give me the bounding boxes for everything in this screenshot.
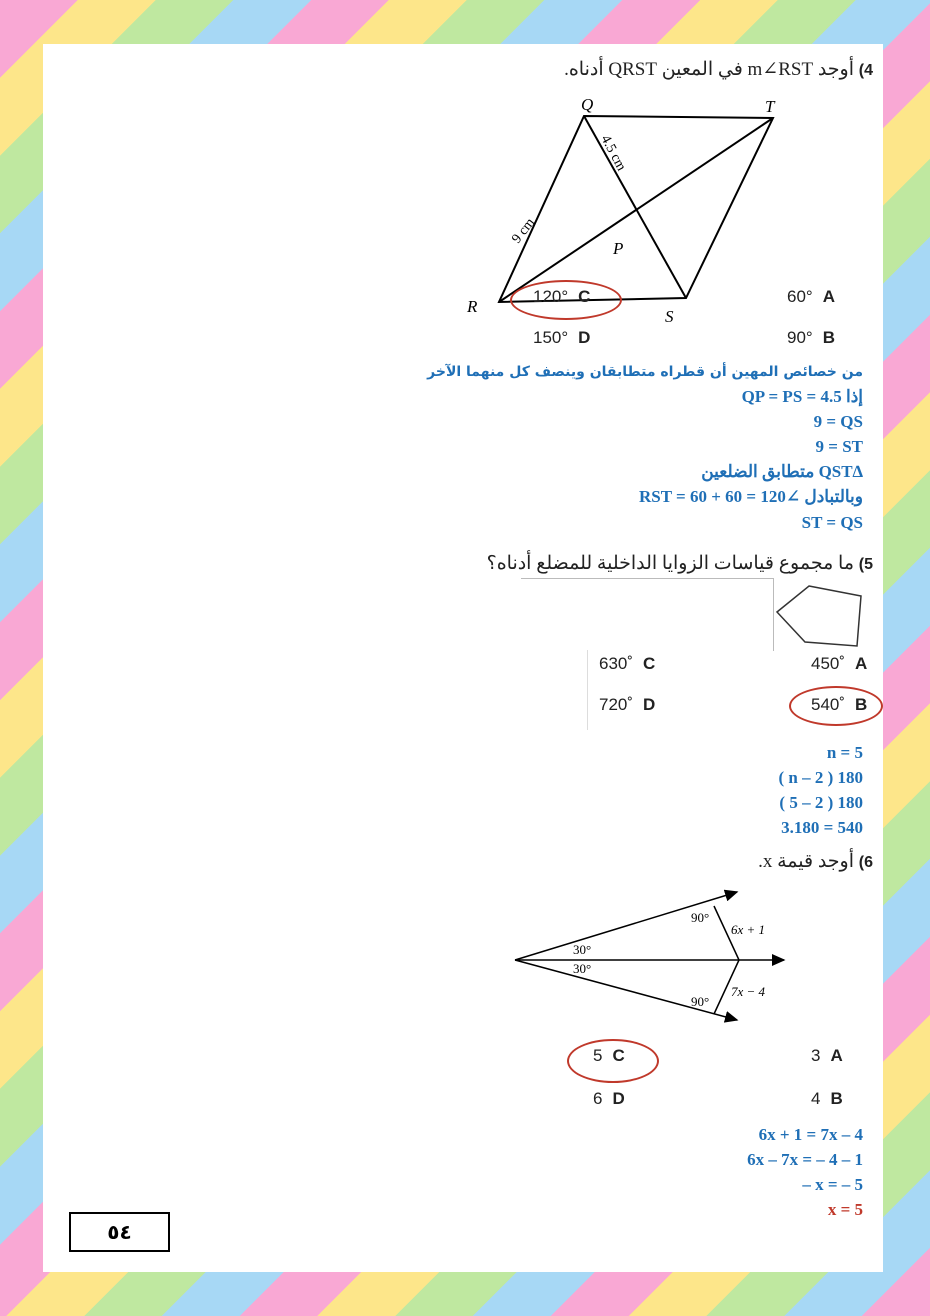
q5-option-a[interactable]: 450˚ A [811, 654, 868, 673]
answer-circle [567, 1039, 659, 1083]
expr-6x-plus-1: 6x + 1 [731, 922, 766, 937]
q4-solution: من خصائص المهين أن قطراه متطابقان وينصف كل منهما الآخر إذا 4.5 = QP = PS 9 = QS 9 = ST ∆QST متطابق الضلعين وبالتبادل ∠RST = 60 + 60 = 120 ST = QS [427, 364, 863, 532]
q6-option-c[interactable]: 5 C [593, 1046, 625, 1065]
q5-prompt: 5) ما مجموع قياسات الزوايا الداخلية للمضلع أدناه؟ [486, 553, 873, 574]
q5-figure-box [521, 578, 774, 651]
q5-option-d[interactable]: 720˚ D [599, 695, 656, 714]
q6-option-b[interactable]: 4 B [811, 1089, 843, 1108]
angle-label-90-bottom: 90° [691, 994, 710, 1009]
label-r: R [467, 297, 478, 316]
q6-option-d[interactable]: 6 D [593, 1089, 625, 1108]
q6-prompt: 6) أوجد قيمة x. [758, 851, 873, 872]
label-side: 9 cm [509, 215, 539, 247]
q6-answer: x = 5 [827, 1200, 863, 1219]
pentagon-figure [773, 582, 873, 654]
label-q: Q [581, 95, 594, 114]
angle-label-30-top: 30° [573, 942, 592, 957]
q5-solution: n = 5 ( n – 2 ) 180 ( 5 – 2 ) 180 3.180 = 540 [778, 743, 863, 837]
q5-option-b[interactable]: 540˚ B [811, 695, 868, 714]
label-p: P [613, 239, 624, 258]
label-diagonal: 4.5 cm [597, 132, 629, 174]
label-s: S [665, 307, 674, 326]
page-number: ٥٤ [69, 1212, 170, 1252]
q5-option-c[interactable]: 630˚ C [599, 654, 656, 673]
q4-option-b[interactable]: 90° B [787, 328, 835, 347]
q6-solution: 6x + 1 = 7x – 4 6x – 7x = – 4 – 1 – x = – 5 x = 5 [747, 1122, 863, 1222]
expr-7x-minus-4: 7x − 4 [731, 984, 766, 999]
q4-option-d[interactable]: 150° D [533, 328, 591, 347]
worksheet-page [43, 44, 883, 1272]
q6-option-a[interactable]: 3 A [811, 1046, 843, 1065]
q4-option-c[interactable]: 120° C [533, 287, 591, 306]
angle-label-30-bottom: 30° [573, 961, 592, 976]
q4-option-a[interactable]: 60° A [787, 287, 835, 306]
angle-figure [509, 884, 799, 1034]
answer-circle [510, 280, 622, 320]
q4-prompt: 4) أوجد m∠RST في المعين QRST أدناه. [564, 59, 873, 80]
label-t: T [765, 97, 775, 116]
angle-label-90-top: 90° [691, 910, 710, 925]
answer-circle [789, 686, 883, 726]
